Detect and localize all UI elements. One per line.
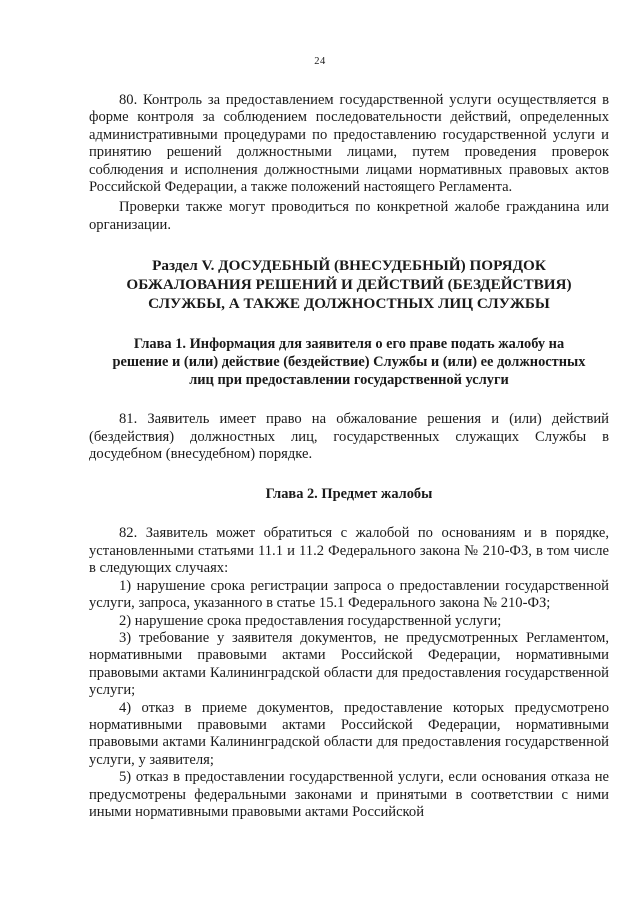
paragraph-82: 82. Заявитель может обратиться с жалобой по основаниям и в порядке, установленными статьями 11.1 и 11.2 Федерального закона № 210-ФЗ, в том числе в следующих случаях: [89, 525, 609, 577]
paragraph-80-checks: Проверки также могут проводиться по конкретной жалобе гражданина или организации. [89, 199, 609, 233]
list-item-5: 5) отказ в предоставлении государственной услуги, если основания отказа не предусмотрены федеральными законами и принятыми в соответствии с ними иными нормативными правовыми актами Российской [89, 769, 609, 820]
page-body [89, 92, 609, 821]
paragraph-80: 80. Контроль за предоставлением государственной услуги осуществляется в форме контроля за соблюдением последовательности действий, определенных административными процедурами по предоставлению государственной услуги и принятию решений должностными лицами, путем проведения проверок соблюдения и исполнения должностными лицами нормативных правовых актов Российской Федерации, а также положений настоящего Регламента. [89, 92, 609, 196]
page-number: 24 [314, 56, 326, 67]
list-item-1: 1) нарушение срока регистрации запроса о предоставлении государственной услуги, запроса, указанного в статье 15.1 Федерального закона № 210-ФЗ; [89, 577, 609, 612]
list-item-3: 3) требование у заявителя документов, не предусмотренных Регламентом, нормативными правовыми актами Российской Федерации, нормативными правовыми актами Калининградской области для предоставления государственной услуги; [89, 629, 609, 699]
chapter-2-title: Глава 2. Предмет жалобы [265, 486, 433, 503]
list-item-4: 4) отказ в приеме документов, предоставление которых предусмотрено нормативными правовыми актами Российской Федерации, нормативными правовыми актами Калининградской области для предоставления государственной услуги, у заявителя; [89, 699, 609, 768]
paragraph-81: 81. Заявитель имеет право на обжалование решения и (или) действий (бездействия) должностных лиц, государственных служащих Службы в досудебном (внесудебном) порядке. [89, 411, 609, 463]
chapter-1-title: Глава 1. Информация для заявителя о его праве подать жалобу на решение и (или) действие (бездействие) Службы и (или) ее должностных лиц при предоставлении государственной услуги [112, 336, 586, 389]
section-title: Раздел V. ДОСУДЕБНЫЙ (ВНЕСУДЕБНЫЙ) ПОРЯДОК ОБЖАЛОВАНИЯ РЕШЕНИЙ И ДЕЙСТВИЙ (БЕЗДЕЙСТВИЯ) СЛУЖБЫ, А ТАКЖЕ ДОЛЖНОСТНЫХ ЛИЦ СЛУЖБЫ [126, 257, 572, 313]
list-item-2: 2) нарушение срока предоставления государственной услуги; [119, 612, 502, 629]
